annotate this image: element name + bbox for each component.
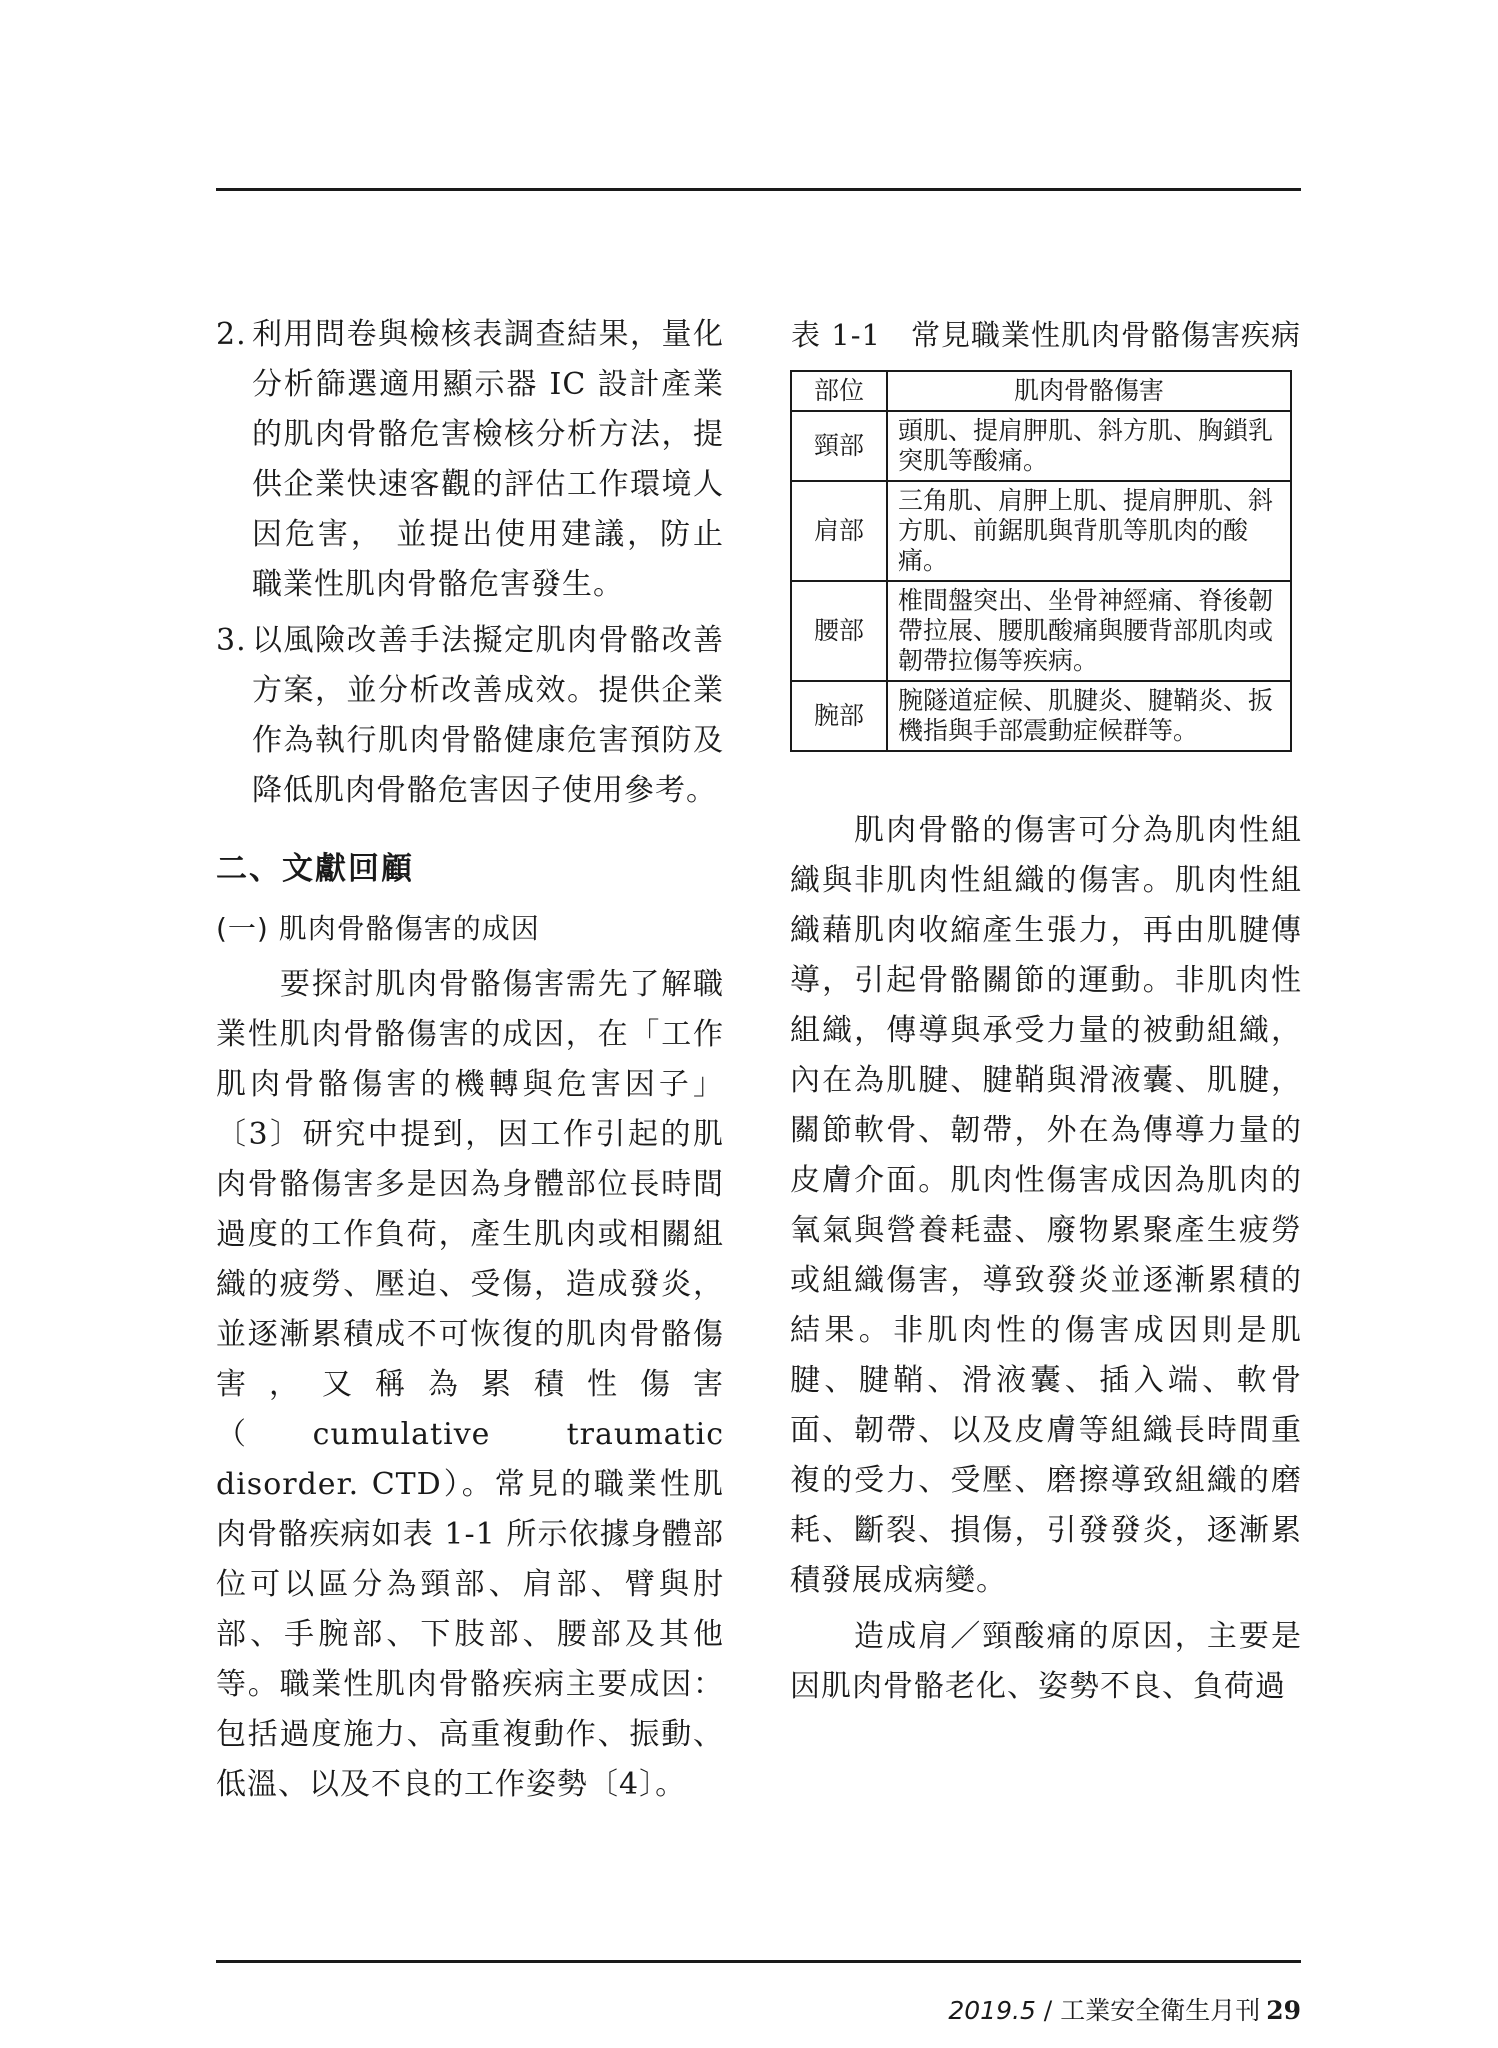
- list-item: [216, 310, 724, 610]
- list-item-number: 2.: [216, 317, 247, 352]
- table-cell-part: 頸部: [791, 411, 887, 481]
- left-column: [216, 310, 724, 1810]
- header-rule: [216, 188, 1301, 191]
- list-item-number: 3.: [216, 623, 247, 658]
- table-cell-injury: 腕隧道症候、肌腱炎、腱鞘炎、扳機指與手部震動症候群等。: [887, 681, 1291, 751]
- page-footer: [216, 1996, 1301, 2026]
- table-header-injury: 肌肉骨骼傷害: [887, 371, 1291, 411]
- table-header-row: [791, 371, 1291, 411]
- right-column: [790, 310, 1302, 1712]
- footer-issue: 2019.5: [948, 1996, 1036, 2025]
- page-number: 29: [1266, 1996, 1301, 2025]
- table-cell-injury: 頭肌、提肩胛肌、斜方肌、胸鎖乳突肌等酸痛。: [887, 411, 1291, 481]
- section-title: 二、文獻回顧: [216, 851, 414, 887]
- footer-journal: 工業安全衛生月刊: [1060, 1996, 1261, 2025]
- table-cell-injury: 三角肌、肩胛上肌、提肩胛肌、斜方肌、前鋸肌與背肌等肌肉的酸痛。: [887, 481, 1291, 581]
- body-paragraph: 要探討肌肉骨骼傷害需先了解職業性肌肉骨骼傷害的成因，在「工作肌肉骨骼傷害的機轉與危害因子」〔3〕研究中提到，因工作引起的肌肉骨骼傷害多是因為身體部位長時間過度的工作負荷，產生肌肉或相關組織的疲勞、壓迫、受傷，造成發炎，並逐漸累積成不可恢復的肌肉骨骼傷害，又稱為累積性傷害（cumulative traumatic disorder. CTD）。常見的職業性肌肉骨骼疾病如表 1-1 所示依據身體部位可以區分為頸部、肩部、臂與肘部、手腕部、下肢部、腰部及其他等。職業性肌肉骨骼疾病主要成因：包括過度施力、高重複動作、振動、低溫、以及不良的工作姿勢〔4〕。: [216, 967, 724, 1802]
- footer-rule: [216, 1960, 1301, 1963]
- list-item: [216, 616, 724, 816]
- table-cell-part: 肩部: [791, 481, 887, 581]
- footer-separator: /: [1035, 1996, 1061, 2025]
- table-cell-injury: 椎間盤突出、坐骨神經痛、脊後韌帶拉展、腰肌酸痛與腰背部肌肉或韌帶拉傷等疾病。: [887, 581, 1291, 681]
- table-caption: 表 1-1 常見職業性肌肉骨骼傷害疾病: [791, 318, 1301, 352]
- table-cell-part: 腕部: [791, 681, 887, 751]
- table-cell-part: 腰部: [791, 581, 887, 681]
- table-row: [791, 681, 1291, 751]
- table-row: [791, 481, 1291, 581]
- list-item-text: 以風險改善手法擬定肌肉骨骼改善方案，並分析改善成效。提供企業作為執行肌肉骨骼健康危害預防及降低肌肉骨骼危害因子使用參考。: [252, 623, 724, 808]
- table-header-part: 部位: [791, 371, 887, 411]
- list-item-text: 利用問卷與檢核表調查結果，量化分析篩選適用顯示器 IC 設計產業的肌肉骨骼危害檢核分析方法，提供企業快速客觀的評估工作環境人因危害， 並提出使用建議，防止職業性肌肉骨骼危害發生。: [252, 317, 724, 602]
- body-paragraph: 造成肩／頸酸痛的原因，主要是因肌肉骨骼老化、姿勢不良、負荷過: [790, 1619, 1302, 1704]
- subsection-title: (一) 肌肉骨骼傷害的成因: [216, 912, 540, 945]
- body-paragraph: 肌肉骨骼的傷害可分為肌肉性組織與非肌肉性組織的傷害。肌肉性組織藉肌肉收縮產生張力，再由肌腱傳導，引起骨骼關節的運動。非肌肉性組織，傳導與承受力量的被動組織，內在為肌腱、腱鞘與滑液囊、肌腱，關節軟骨、韌帶，外在為傳導力量的皮膚介面。肌肉性傷害成因為肌肉的氧氣與營養耗盡、廢物累聚產生疲勞或組織傷害，導致發炎並逐漸累積的結果。非肌肉性的傷害成因則是肌腱、腱鞘、滑液囊、插入端、軟骨面、韌帶、以及皮膚等組織長時間重複的受力、受壓、磨擦導致組織的磨耗、斷裂、損傷，引發發炎，逐漸累積發展成病變。: [790, 813, 1302, 1598]
- injury-table: [790, 370, 1292, 752]
- table-row: [791, 581, 1291, 681]
- table-row: [791, 411, 1291, 481]
